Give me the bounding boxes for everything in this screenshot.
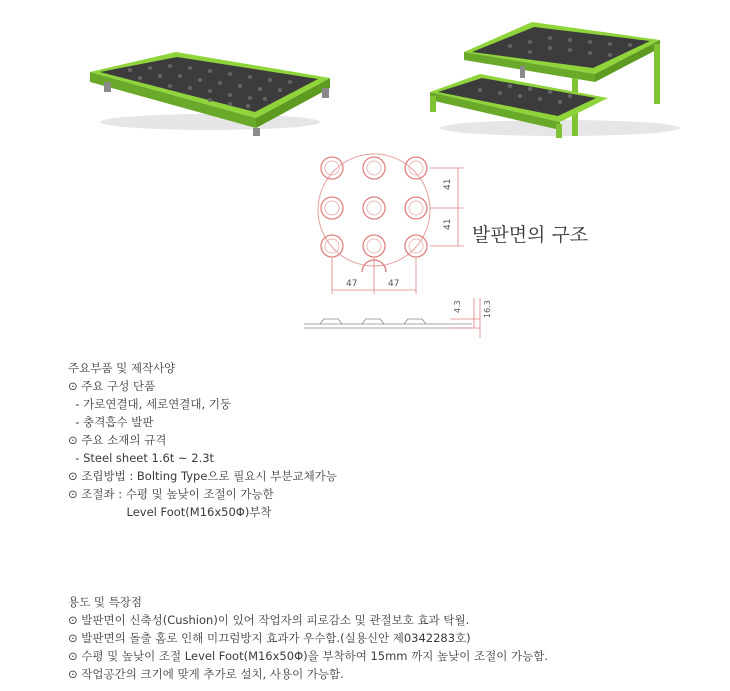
specs-heading: 주요부품 및 제작사양	[68, 361, 176, 375]
spec-line: - Steel sheet 1.6t ~ 2.3t	[68, 451, 215, 465]
usage-line: ⊙ 발판면이 신축성(Cushion)이 있어 작업자의 피로감소 및 관절보호 효과 탁월.	[68, 613, 470, 627]
dim-vertical-2: 41	[443, 218, 453, 230]
spec-line: ⊙ 주요 소재의 규격	[68, 433, 167, 447]
product-images	[60, 0, 682, 145]
spec-line: ⊙ 주요 구성 단품	[68, 379, 156, 393]
single-step-platform	[90, 52, 330, 136]
dim-thick: 16.3	[483, 300, 492, 318]
usage-line: ⊙ 작업공간의 크기에 맞게 추가로 설치, 사용이 가능함.	[68, 667, 344, 681]
usage-heading: 용도 및 특장점	[68, 595, 142, 609]
dim-horizontal-1: 47	[346, 279, 358, 289]
usage-line: ⊙ 발판면의 돌출 홈로 인해 미끄럼방지 효과가 우수함.(실용신안 제0342283호)	[68, 631, 471, 645]
cross-section	[304, 298, 492, 338]
dim-thin: 4.3	[453, 300, 462, 313]
diagram-title: 발판면의 구조	[472, 224, 589, 246]
spec-line: - 충격흡수 발판	[68, 415, 154, 429]
dim-vertical-1: 41	[443, 178, 453, 190]
spec-line: Level Foot(M16x50Φ)부착	[68, 505, 272, 519]
hole-grid	[321, 157, 427, 257]
spec-line: - 가로연결대, 세로연결대, 기둥	[68, 397, 232, 411]
spec-line: ⊙ 조절좌 : 수평 및 높낮이 조절이 가능한	[68, 487, 274, 501]
usage-line: ⊙ 수평 및 높낮이 조절 Level Foot(M16x50Φ)을 부착하여 15mm 까지 높낮이 조절이 가능함.	[68, 649, 548, 663]
two-step-platform	[430, 22, 680, 138]
spec-line: ⊙ 조립방법 : Bolting Type으로 필요시 부분교체가능	[68, 469, 337, 483]
dim-horizontal-2: 47	[388, 279, 400, 289]
